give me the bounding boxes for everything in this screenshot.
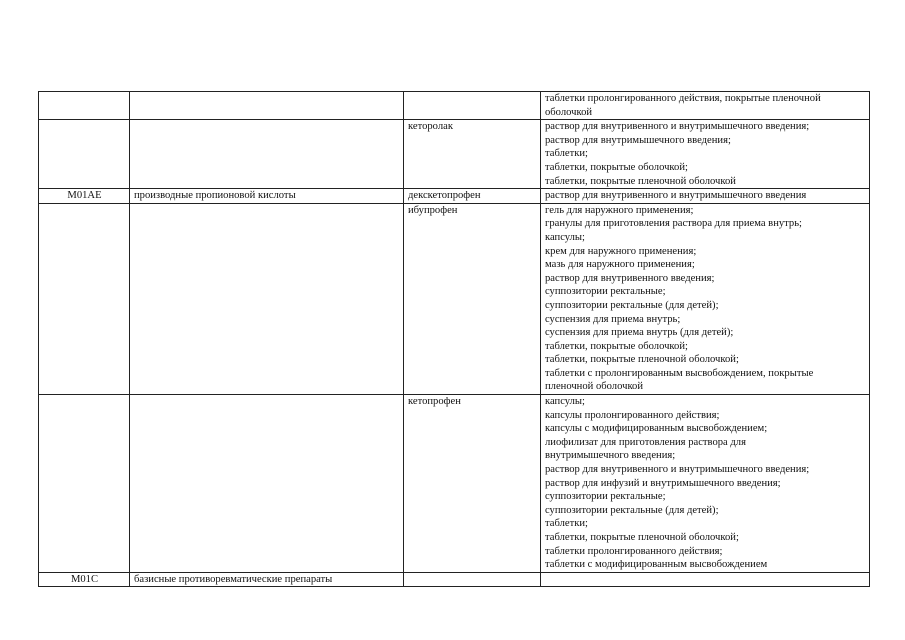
drug-name-cell: декскетопрофен: [404, 189, 541, 204]
dosage-form-line: таблетки, покрытые пленочной оболочкой: [545, 175, 736, 187]
dosage-form-line: таблетки, покрытые пленочной оболочкой;: [545, 354, 739, 366]
dosage-form-line: таблетки, покрытые оболочкой;: [545, 161, 688, 173]
dosage-form-line: капсулы с модифицированным высвобождением;: [545, 423, 768, 435]
pharmacological-group-cell: [130, 395, 404, 573]
dosage-form-line: суппозитории ректальные;: [545, 491, 666, 503]
dosage-form-line: таблетки пролонгированного действия;: [545, 545, 723, 557]
atc-code-cell: M01AE: [39, 189, 130, 204]
dosage-form-line: капсулы пролонгированного действия;: [545, 409, 720, 421]
drug-name-cell: [404, 572, 541, 587]
dosage-form-line: мазь для наружного применения;: [545, 259, 695, 271]
atc-code-cell: M01C: [39, 572, 130, 587]
atc-code-cell: [39, 203, 130, 394]
dosage-form-line: внутримышечного введения;: [545, 450, 676, 462]
table-row: [39, 572, 870, 587]
table-body: [39, 92, 870, 587]
dosage-form-line: раствор для внутривенного введения;: [545, 272, 715, 284]
dosage-form-line: капсулы;: [545, 231, 585, 243]
dosage-form-line: таблетки, покрытые оболочкой;: [545, 340, 688, 352]
dosage-form-line: гранулы для приготовления раствора для приема внутрь;: [545, 218, 802, 230]
dosage-form-line: таблетки пролонгированного действия, покрытые пленочной: [545, 93, 821, 104]
pharmacological-group-cell: базисные противоревматические препараты: [130, 572, 404, 587]
atc-code-cell: [39, 395, 130, 573]
dosage-form-line: раствор для внутривенного и внутримышечного введения;: [545, 121, 810, 133]
dosage-form-line: капсулы;: [545, 396, 585, 408]
table-row: [39, 203, 870, 394]
medication-table: [38, 91, 870, 587]
pharmacological-group-cell: [130, 92, 404, 120]
dosage-form-line: суппозитории ректальные (для детей);: [545, 299, 719, 311]
dosage-form-line: крем для наружного применения;: [545, 245, 697, 257]
dosage-form-line: таблетки;: [545, 148, 588, 160]
empty-line: [545, 573, 866, 587]
table-row: [39, 189, 870, 204]
table-row: [39, 92, 870, 120]
dosage-form-line: таблетки;: [545, 518, 588, 530]
drug-name-cell: [404, 92, 541, 120]
atc-code-cell: [39, 92, 130, 120]
dosage-forms-cell: [541, 572, 870, 587]
dosage-form-line: суспензия для приема внутрь (для детей);: [545, 327, 734, 339]
drug-name-cell: кетопрофен: [404, 395, 541, 573]
dosage-form-line: суспензия для приема внутрь;: [545, 313, 681, 325]
dosage-forms-cell: [541, 395, 870, 573]
dosage-forms-cell: [541, 203, 870, 394]
dosage-form-line: суппозитории ректальные (для детей);: [545, 504, 719, 516]
table-row: [39, 120, 870, 189]
dosage-form-line: таблетки, покрытые пленочной оболочкой;: [545, 532, 739, 543]
dosage-form-line: таблетки с модифицированным высвобождением: [545, 559, 768, 571]
dosage-forms-cell: [541, 92, 870, 120]
atc-code-cell: [39, 120, 130, 189]
pharmacological-group-cell: производные пропионовой кислоты: [130, 189, 404, 204]
dosage-forms-cell: [541, 189, 870, 204]
dosage-form-line: лиофилизат для приготовления раствора для: [545, 436, 746, 448]
dosage-form-line: оболочкой: [545, 106, 593, 118]
pharmacological-group-cell: [130, 120, 404, 189]
pharmacological-group-cell: [130, 203, 404, 394]
dosage-forms-cell: [541, 120, 870, 189]
dosage-form-line: раствор для внутримышечного введения;: [545, 134, 731, 146]
drug-name-cell: ибупрофен: [404, 203, 541, 394]
dosage-form-line: пленочной оболочкой: [545, 381, 644, 393]
dosage-form-line: раствор для инфузий и внутримышечного введения;: [545, 477, 781, 489]
dosage-form-line: раствор для внутривенного и внутримышечного введения;: [545, 464, 810, 476]
dosage-form-line: гель для наружного применения;: [545, 204, 694, 216]
dosage-form-line: суппозитории ректальные;: [545, 286, 666, 298]
drug-name-cell: кеторолак: [404, 120, 541, 189]
dosage-form-line: таблетки с пролонгированным высвобождением, покрытые: [545, 367, 814, 379]
table-row: [39, 395, 870, 573]
dosage-form-line: раствор для внутривенного и внутримышечного введения: [545, 190, 807, 202]
